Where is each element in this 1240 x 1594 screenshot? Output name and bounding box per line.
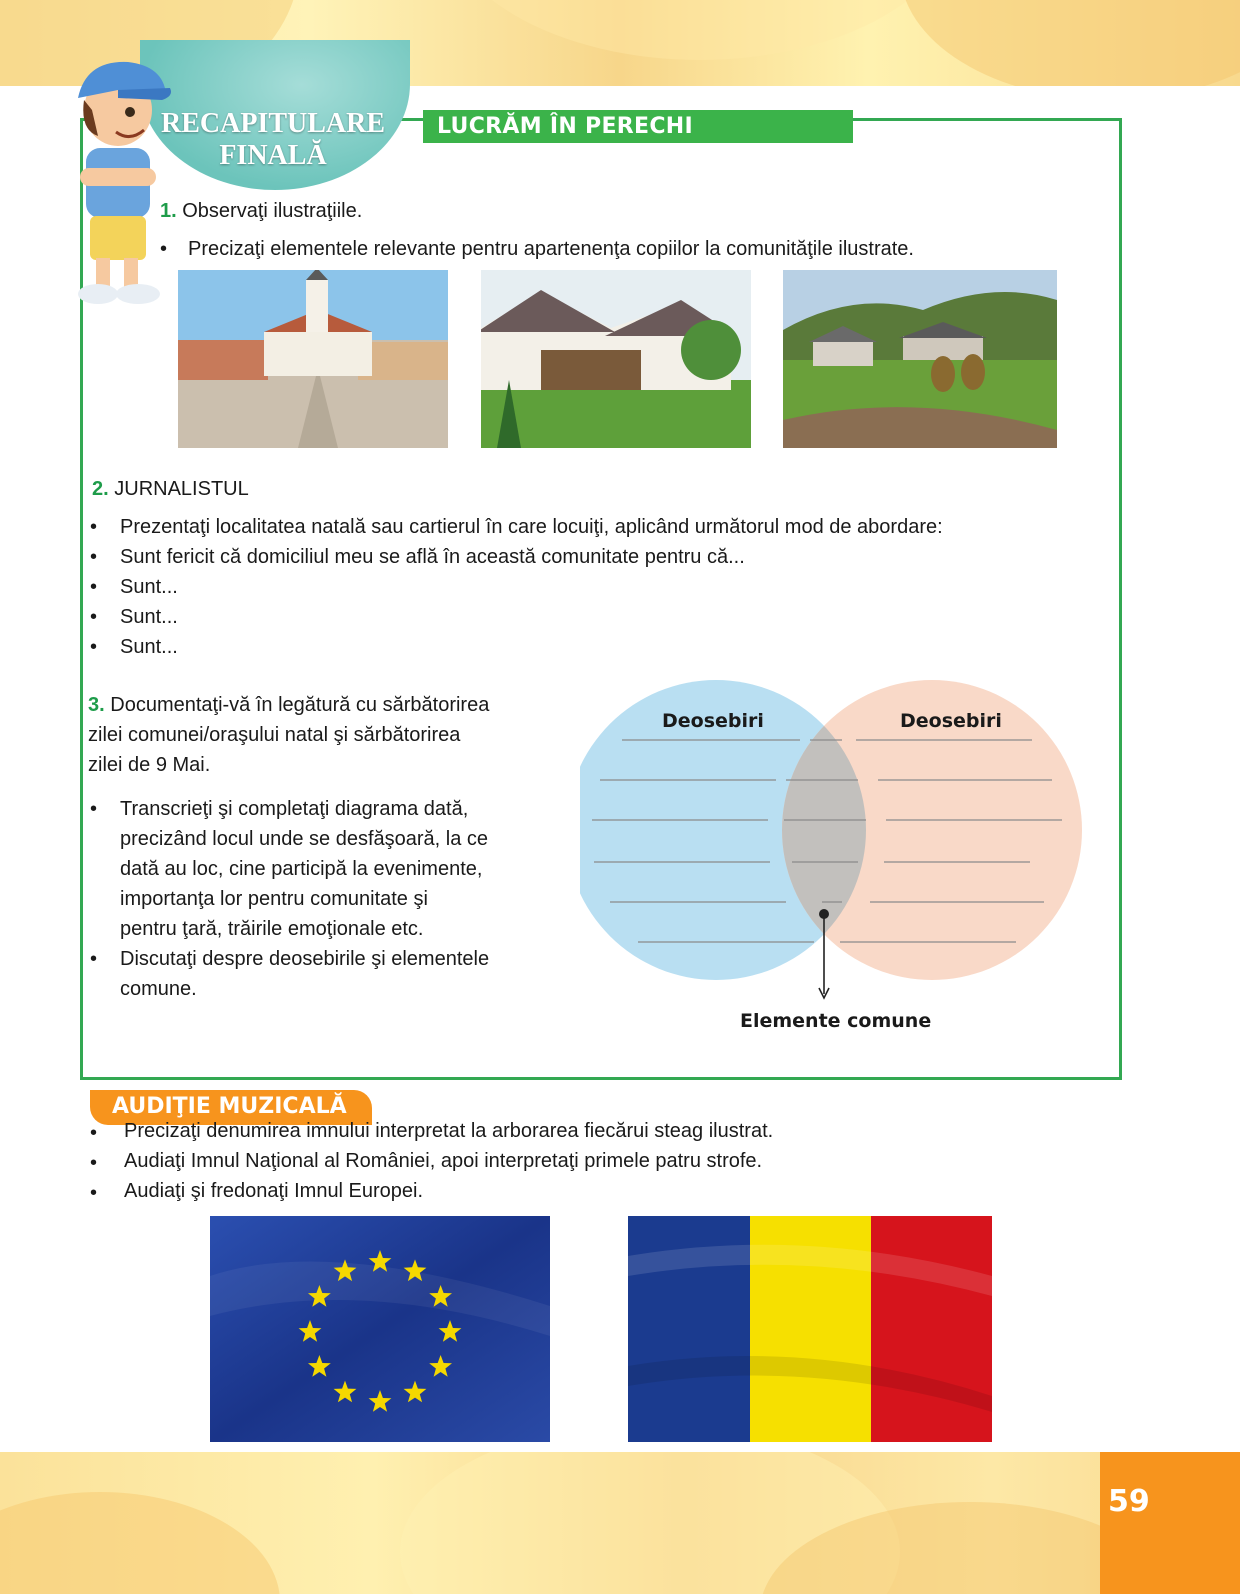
exercise3-intro-line (88, 690, 489, 720)
venn-right-label: Deosebiri (900, 710, 1002, 732)
recap-title-line1: RECAPITULARE (160, 108, 386, 139)
village-photo (783, 270, 1057, 448)
audio-bullet: Audiaţi Imnul Naţional al României, apoi interpretaţi primele patru strofe. (124, 1150, 763, 1172)
exercise2-title: JURNALISTUL (114, 478, 249, 500)
eu-flag-image (210, 1216, 550, 1442)
exercise2-heading (92, 474, 249, 504)
exercise2-bullet: Sunt... (120, 636, 178, 658)
romania-flag-image (628, 1216, 992, 1442)
bullet-icon: • (90, 948, 98, 970)
audio-bullet: Precizaţi denumirea imnului interpretat la arborarea fiecărui steag ilustrat. (124, 1120, 774, 1142)
exercise1-text: Observaţi ilustraţiile. (182, 200, 363, 222)
bullet-icon: • (90, 1122, 98, 1144)
recap-title (158, 108, 388, 172)
exercise2-bullet: Sunt fericit că domiciliul meu se află în această comunitate pentru că... (120, 546, 745, 568)
exercise3-bullet-line: comune. (120, 978, 197, 1000)
exercise3-intro-line: zilei comunei/oraşului natal şi sărbătorirea (88, 724, 461, 746)
exercise2-bullet: Sunt... (120, 576, 178, 598)
exercise3-intro-line: zilei de 9 Mai. (88, 754, 211, 776)
page-number: 59 (1108, 1484, 1150, 1519)
exercise3-bullet-line: importanţa lor pentru comunitate şi (120, 888, 428, 910)
mascot-boy-illustration (58, 50, 178, 310)
venn-common-label: Elemente comune (740, 1010, 932, 1032)
venn-diagram (580, 680, 1100, 1060)
exercise2-bullet: Prezentaţi localitatea natală sau cartierul în care locuiţi, aplicând următorul mod de abordare: (120, 516, 943, 538)
house-photo (481, 270, 751, 448)
venn-left-label: Deosebiri (662, 710, 764, 732)
exercise3-intro-text: Documentaţi-vă în legătură cu sărbătorirea (110, 694, 490, 716)
bullet-icon: • (90, 546, 98, 568)
exercise3-bullet-line: Discutaţi despre deosebirile şi elementele (120, 948, 490, 970)
exercise3-bullet-line: precizând locul unde se desfăşoară, la ce (120, 828, 489, 850)
bullet-icon: • (90, 516, 98, 538)
audio-section-title: AUDIŢIE MUZICALĂ (112, 1094, 347, 1119)
recap-title-line2: FINALĂ (219, 140, 327, 171)
exercise1-number: 1. (160, 200, 177, 222)
city-square-photo (178, 270, 448, 448)
bullet-icon: • (90, 636, 98, 658)
bullet-icon: • (90, 1182, 98, 1204)
exercise3-bullet-line: dată au loc, cine participă la evenimente, (120, 858, 483, 880)
page-number-box (1100, 1452, 1240, 1594)
exercise1-bullet: Precizaţi elementele relevante pentru apartenenţa copiilor la comunităţile ilustrate. (188, 238, 914, 260)
exercise2-number: 2. (92, 478, 109, 500)
exercise2-bullet: Sunt... (120, 606, 178, 628)
bullet-icon: • (90, 1152, 98, 1174)
bullet-icon: • (90, 606, 98, 628)
audio-bullet: Audiaţi şi fredonaţi Imnul Europei. (124, 1180, 424, 1202)
exercise1-instruction (160, 196, 362, 226)
bullet-icon: • (90, 576, 98, 598)
section-title: LUCRĂM ÎN PERECHI (437, 114, 693, 139)
bullet-icon: • (90, 798, 98, 820)
exercise3-number: 3. (88, 694, 105, 716)
bullet-icon: • (160, 238, 168, 260)
exercise3-bullet-line: Transcrieţi şi completaţi diagrama dată, (120, 798, 469, 820)
exercise3-bullet-line: pentru ţară, trăirile emoţionale etc. (120, 918, 424, 940)
bottom-decorative-band (0, 1452, 1240, 1594)
